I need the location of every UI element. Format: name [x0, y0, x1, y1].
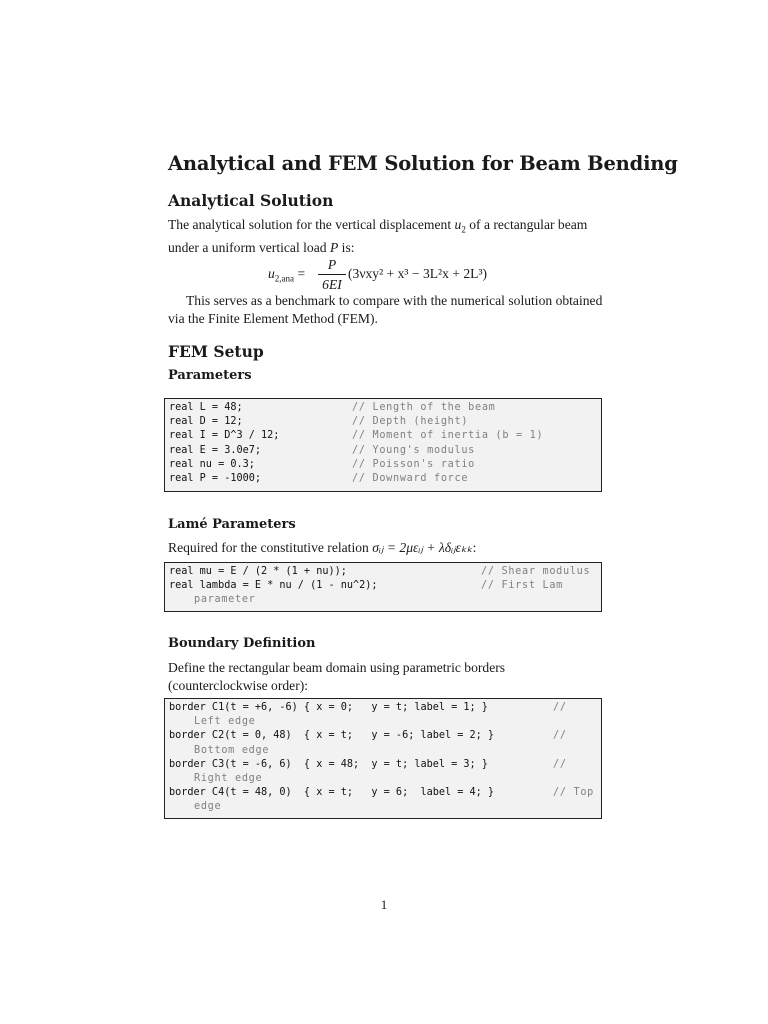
- equation-lhs: $u_{2,ana}$ =: [268, 266, 306, 284]
- fraction-bar: [318, 274, 346, 275]
- analytical-heading: Analytical Solution: [168, 191, 334, 210]
- code-line: real mu = E / (2 * (1 + nu)); // Shear modulus: [169, 566, 591, 577]
- parameters-code-block: [164, 398, 602, 492]
- equation-denominator: 6EI: [322, 277, 342, 292]
- benchmark-text: This serves as a benchmark to compare with the numerical solution obtained via the Finite Element Method (FEM).: [168, 293, 603, 326]
- lame-heading: Lamé Parameters: [168, 517, 296, 532]
- code-continuation: Left edge: [194, 716, 256, 728]
- code-continuation: edge: [194, 801, 222, 813]
- intro-load: P: [329, 239, 339, 255]
- code-line: real D = 12; // Depth (height): [169, 416, 469, 428]
- code-line: real lambda = E * nu / (1 - nu^2); // First Lam: [169, 580, 564, 592]
- equation-numerator: P: [327, 257, 337, 272]
- fem-heading: FEM Setup: [168, 342, 264, 361]
- parameters-heading: Parameters: [168, 368, 252, 383]
- code-line: real I = D^3 / 12; // Moment of inertia (b = 1): [169, 430, 544, 442]
- intro-var: $u_2$: [454, 217, 466, 235]
- code-line: border C3(t = -6, 6) { x = 48; y = t; label = 3; } //: [169, 758, 567, 770]
- code-line: real E = 3.0e7; // Young's modulus: [169, 444, 476, 456]
- lame-code-block: [164, 562, 602, 612]
- code-continuation: Right edge: [194, 772, 263, 784]
- intro-text-c: is:: [341, 239, 355, 255]
- boundary-intro: Define the rectangular beam domain using parametric borders (counterclockwise order):: [168, 660, 506, 693]
- intro-text-b: of a rectangular beam under a uniform vertical load: [168, 217, 588, 255]
- code-continuation: parameter: [194, 594, 256, 606]
- code-line: real L = 48; // Length of the beam: [169, 402, 496, 413]
- code-line: real P = -1000; // Downward force: [169, 472, 469, 484]
- constitutive-relation: σᵢⱼ = 2μεᵢⱼ + λδᵢⱼεₖₖ: [372, 540, 473, 555]
- boundary-heading: Boundary Definition: [168, 636, 316, 651]
- code-line: border C4(t = 48, 0) { x = t; y = 6; label = 4; } // Top: [169, 787, 595, 799]
- code-line: border C1(t = +6, -6) { x = 0; y = t; label = 1; } //: [169, 702, 567, 713]
- code-line: border C2(t = 0, 48) { x = t; y = -6; label = 2; } //: [169, 730, 567, 742]
- equation-fraction: [318, 256, 346, 293]
- intro-text-a: The analytical solution for the vertical displacement: [168, 217, 452, 232]
- analytical-intro: [168, 216, 608, 257]
- page-number: 1: [380, 897, 388, 912]
- equation-rhs: (3νxy² + x³ − 3L²x + 2L³): [348, 266, 488, 281]
- code-line: real nu = 0.3; // Poisson's ratio: [169, 458, 476, 470]
- boundary-code-block: [164, 698, 602, 819]
- page-title: Analytical and FEM Solution for Beam Bending: [168, 152, 678, 175]
- lame-intro: Required for the constitutive relation σᵢⱼ = 2μεᵢⱼ + λδᵢⱼεₖₖ:: [168, 540, 477, 555]
- code-continuation: Bottom edge: [194, 744, 270, 756]
